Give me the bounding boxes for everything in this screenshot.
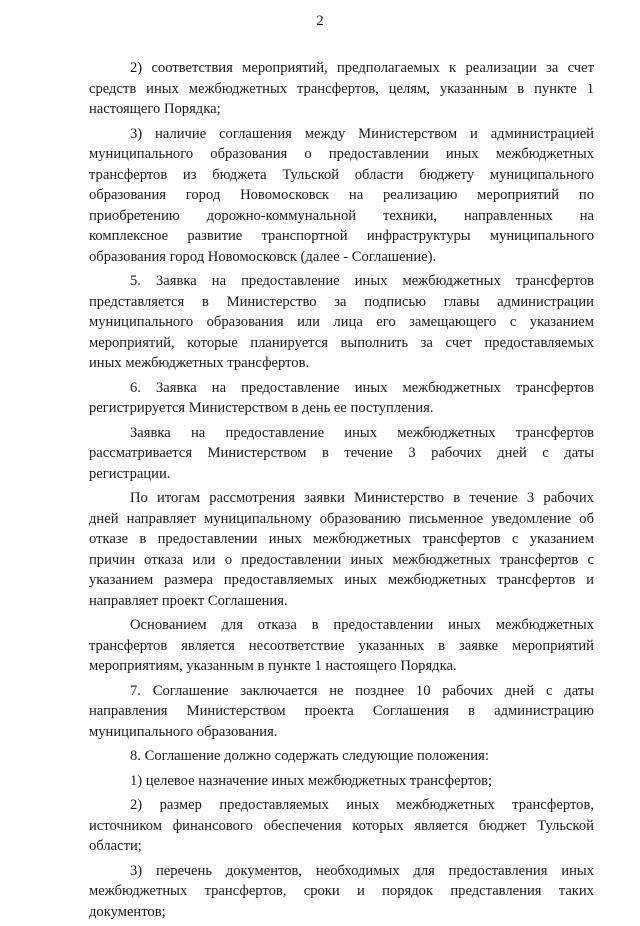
paragraph bbox=[89, 861, 594, 923]
paragraph bbox=[89, 615, 594, 677]
paragraph-line: отказе в предоставлении иных межбюджетных трансфертов с указанием bbox=[89, 531, 594, 547]
paragraph-line: причин отказа или о предоставлении иных межбюджетных трансфертов с bbox=[89, 551, 594, 568]
paragraph-line: регистрируется Министерством в день ее поступления. bbox=[89, 400, 434, 416]
paragraph-line: 2) соответствия мероприятий, предполагаемых к реализации за счет bbox=[130, 60, 594, 76]
paragraph-line: трансфертов является несоответствие указанных в заявке мероприятий bbox=[89, 637, 594, 654]
paragraph-line: 6. Заявка на предоставление иных межбюджетных трансфертов bbox=[130, 379, 594, 396]
paragraph bbox=[89, 58, 594, 120]
paragraph-line: приобретению дорожно-коммунальной техники, направленных на bbox=[89, 207, 594, 224]
paragraph-line: направляет проект Соглашения. bbox=[89, 592, 288, 609]
paragraph-line: Основанием для отказа в предоставлении иных межбюджетных bbox=[130, 617, 594, 633]
paragraph bbox=[89, 681, 594, 743]
paragraph bbox=[89, 488, 594, 611]
paragraph bbox=[89, 378, 594, 419]
paragraph-line: 2) размер предоставляемых иных межбюджетных трансфертов, bbox=[130, 797, 594, 813]
paragraph-line: документов; bbox=[89, 903, 166, 920]
paragraph bbox=[89, 746, 594, 767]
paragraph-line: Заявка на предоставление иных межбюджетных трансфертов bbox=[130, 424, 594, 441]
paragraph-line: рассматривается Министерством в течение 3 рабочих дней с даты bbox=[89, 445, 594, 461]
paragraph-line: комплексное развитие транспортной инфраструктуры муниципального bbox=[89, 228, 594, 244]
paragraph bbox=[89, 795, 594, 857]
page-number: 2 bbox=[316, 13, 324, 29]
paragraph-line: По итогам рассмотрения заявки Министерство в течение 3 рабочих bbox=[130, 490, 594, 506]
paragraph-line: 5. Заявка на предоставление иных межбюджетных трансфертов bbox=[130, 273, 594, 289]
paragraph-line: муниципального образования. bbox=[89, 723, 278, 740]
paragraph-line: 8. Соглашение должно содержать следующие положения: bbox=[130, 748, 489, 764]
paragraph-line: 7. Соглашение заключается не позднее 10 рабочих дней с даты bbox=[130, 682, 594, 699]
paragraph-line: мероприятиям, указанным в пункте 1 настоящего Порядка. bbox=[89, 658, 457, 674]
paragraph-line: межбюджетных трансфертов, сроки и порядок представления таких bbox=[89, 883, 594, 899]
paragraph-line: образования город Новомосковск (далее - Соглашение). bbox=[89, 248, 437, 265]
paragraph-line: мероприятий, которые планируется выполнить за счет предоставляемых bbox=[89, 334, 594, 351]
paragraph-line: источником финансового обеспечения которых является бюджет Тульской bbox=[89, 817, 594, 834]
paragraph-line: 1) целевое назначение иных межбюджетных трансфертов; bbox=[130, 772, 493, 789]
paragraph-line: иных межбюджетных трансфертов. bbox=[89, 355, 310, 371]
paragraph-line: средств иных межбюджетных трансфертов, целям, указанным в пункте 1 bbox=[89, 80, 594, 97]
paragraph-line: 3) наличие соглашения между Министерством и администрацией bbox=[130, 125, 594, 142]
paragraph-line: указанием размера предоставляемых иных межбюджетных трансфертов и bbox=[89, 572, 594, 588]
paragraph-line: дней направляет муниципальному образованию письменное уведомление об bbox=[89, 510, 594, 527]
paragraph-line: муниципального образования о предоставлении иных межбюджетных bbox=[89, 146, 594, 162]
paragraph-line: направления Министерством проекта Соглашения в администрацию bbox=[89, 703, 594, 719]
paragraph bbox=[89, 771, 594, 792]
paragraph-line: настоящего Порядка; bbox=[89, 101, 221, 117]
paragraph-line: регистрации. bbox=[89, 465, 171, 482]
paragraph-line: 3) перечень документов, необходимых для предоставления иных bbox=[130, 862, 594, 879]
paragraph-line: представляется в Министерство за подписью главы администрации bbox=[89, 293, 594, 310]
paragraph bbox=[89, 124, 594, 268]
paragraph-line: образования город Новомосковск на реализацию мероприятий по bbox=[89, 187, 594, 203]
paragraph bbox=[89, 271, 594, 374]
paragraph-line: трансфертов из бюджета Тульской области бюджету муниципального bbox=[89, 166, 594, 183]
paragraph bbox=[89, 423, 594, 485]
document-body bbox=[89, 58, 594, 926]
paragraph-line: области; bbox=[89, 838, 142, 854]
paragraph-line: муниципального образования или лица его замещающего с указанием bbox=[89, 314, 594, 330]
